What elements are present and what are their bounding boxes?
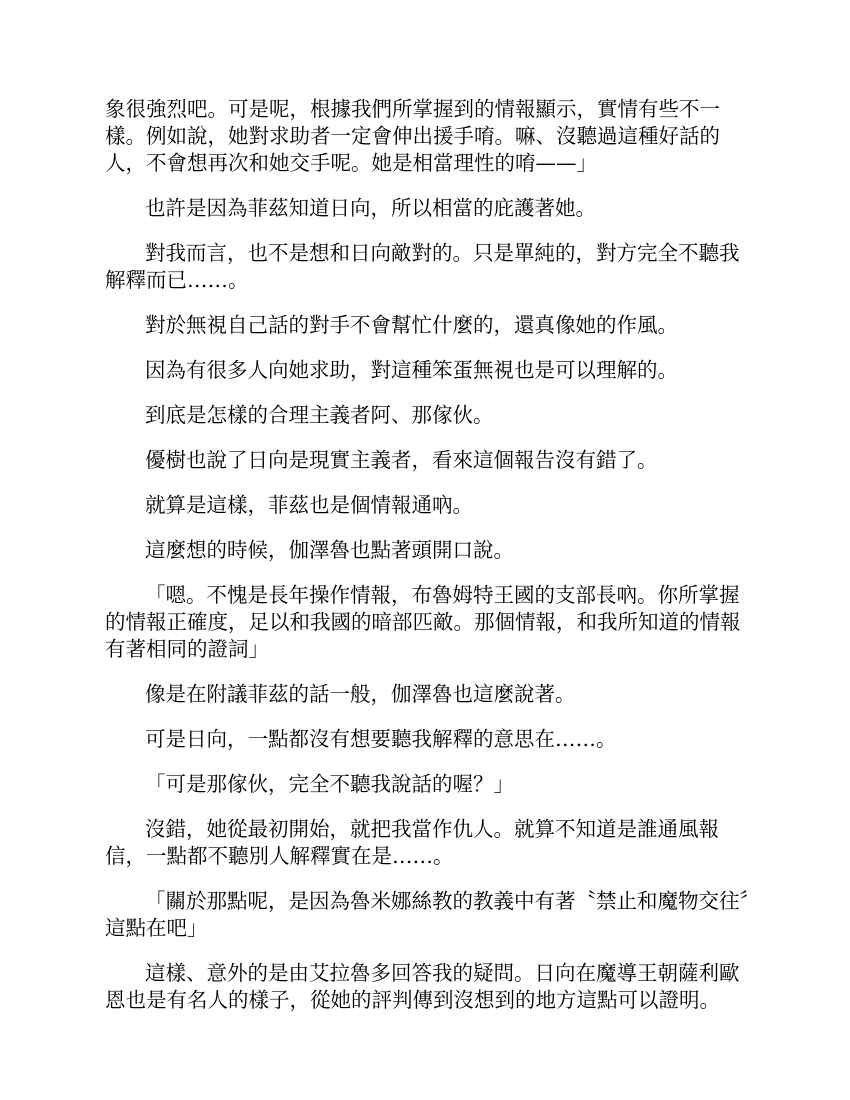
paragraph: 對於無視自己話的對手不會幫忙什麼的，還真像她的作風。 [145, 313, 678, 337]
paragraph: 到底是怎樣的合理主義者阿、那傢伙。 [145, 403, 494, 427]
paragraph: 像是在附議菲茲的話一般，伽澤魯也這麼說著。 [145, 682, 576, 706]
paragraph: 因為有很多人向她求助，對這種笨蛋無視也是可以理解的。 [145, 358, 678, 382]
paragraph: 「關於那點呢，是因為魯米娜絲教的教義中有著〝禁止和魔物交往〞這點在吧」 [105, 889, 750, 940]
paragraph: 也許是因為菲茲知道日向，所以相當的庇護著她。 [145, 196, 596, 220]
paragraph: 優樹也說了日向是現實主義者，看來這個報告沒有錯了。 [145, 448, 658, 472]
paragraph: 「嗯。不愧是長年操作情報，布魯姆特王國的支部長吶。你所掌握的情報正確度，足以和我國的暗部匹敵。那個情報，和我所知道的情報有著相同的證詞」 [105, 583, 741, 661]
paragraph: 這麼想的時候，伽澤魯也點著頭開口說。 [145, 538, 514, 562]
paragraph: 這樣、意外的是由艾拉魯多回答我的疑問。日向在魔導王朝薩利歐恩也是有名人的樣子，從她的評判傳到沒想到的地方這點可以證明。 [105, 961, 740, 1012]
document-page [105, 96, 750, 1032]
paragraph: 沒錯，她從最初開始，就把我當作仇人。就算不知道是誰通風報信，一點都不聽別人解釋實在是……。 [105, 817, 719, 868]
paragraph: 象很強烈吧。可是呢，根據我們所掌握到的情報顯示，實情有些不一樣。例如說，她對求助者一定會伸出援手唷。嘛、沒聽過這種好話的人，不會想再次和她交手呢。她是相當理性的唷——」 [105, 97, 720, 175]
paragraph: 對我而言，也不是想和日向敵對的。只是單純的，對方完全不聽我解釋而已……。 [105, 241, 740, 292]
paragraph: 就算是這樣，菲茲也是個情報通吶。 [145, 493, 473, 517]
paragraph: 「可是那傢伙，完全不聽我說話的喔？」 [145, 772, 514, 796]
paragraph: 可是日向，一點都沒有想要聽我解釋的意思在……。 [145, 727, 617, 751]
